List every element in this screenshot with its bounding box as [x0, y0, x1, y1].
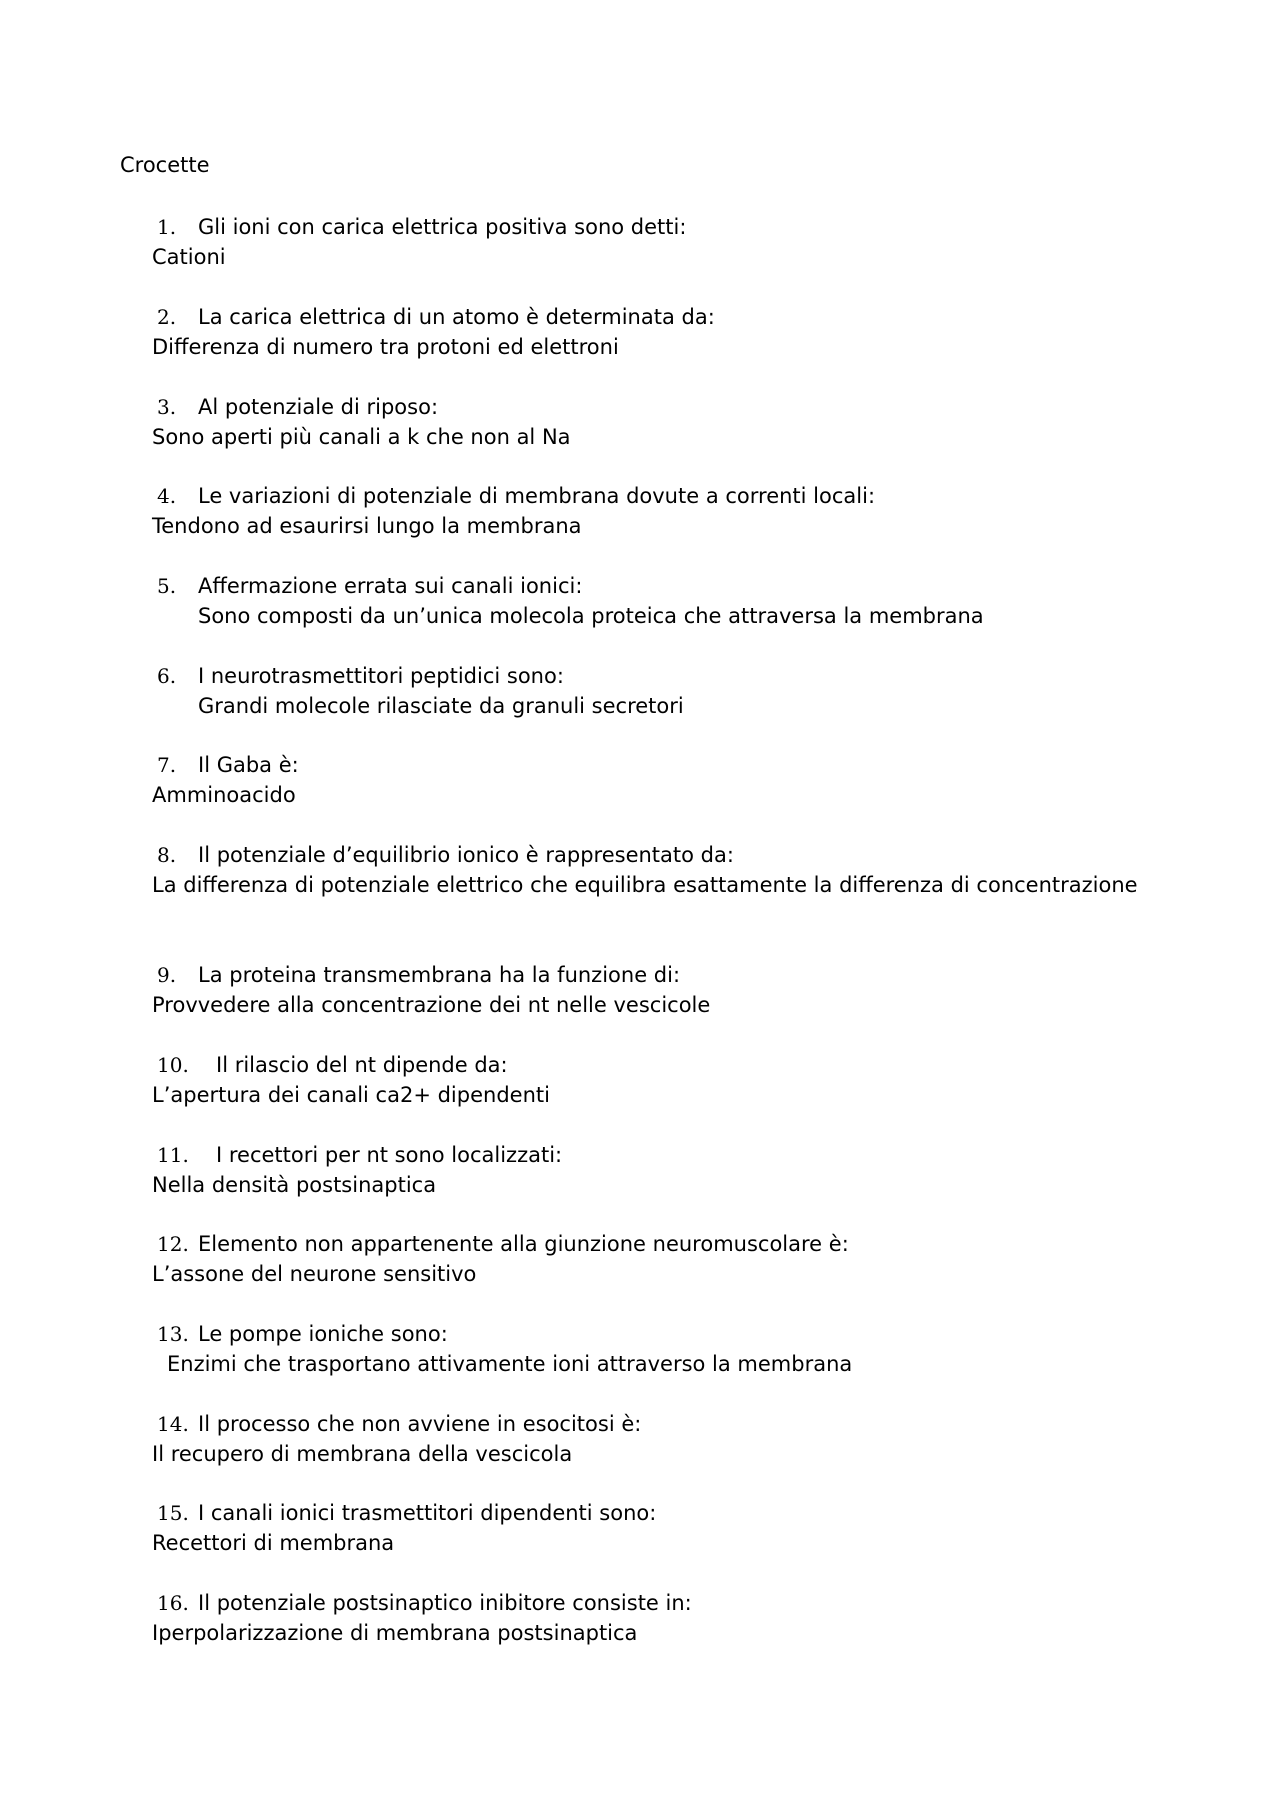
- question-number: 14.: [157, 1412, 189, 1436]
- answer-text: Nella densità postsinaptica: [152, 1173, 437, 1197]
- question-item-1: [120, 212, 1160, 272]
- answer-text: L’assone del neurone sensitivo: [152, 1262, 477, 1286]
- question-line: [120, 1050, 1160, 1080]
- answer-text: Provvedere alla concentrazione dei nt nelle vescicole: [152, 993, 711, 1017]
- question-item-10: [120, 1050, 1160, 1110]
- question-line: [120, 392, 1160, 422]
- answer-text: Amminoacido: [152, 783, 296, 807]
- question-item-12: [120, 1229, 1160, 1289]
- question-text: Elemento non appartenente alla giunzione neuromuscolare è:: [198, 1232, 849, 1256]
- question-number: 5.: [157, 574, 177, 598]
- question-number: 3.: [157, 395, 177, 419]
- question-item-14: [120, 1409, 1160, 1469]
- question-item-5: [120, 571, 1160, 631]
- question-item-13: [120, 1319, 1160, 1379]
- question-item-3: [120, 392, 1160, 452]
- question-number: 12.: [157, 1232, 189, 1256]
- question-item-4: [120, 481, 1160, 541]
- question-item-9: [120, 960, 1160, 1020]
- answer-text: Recettori di membrana: [152, 1531, 395, 1555]
- question-text: I neurotrasmettitori peptidici sono:: [198, 664, 564, 688]
- question-text: La proteina transmembrana ha la funzione di:: [198, 963, 681, 987]
- question-line: [120, 960, 1160, 990]
- question-item-11: [120, 1140, 1160, 1200]
- answer-text: Sono composti da un’unica molecola proteica che attraversa la membrana: [198, 604, 984, 628]
- question-number: 15.: [157, 1501, 189, 1525]
- question-text: Il potenziale d’equilibrio ionico è rappresentato da:: [198, 843, 734, 867]
- question-line: [120, 1229, 1160, 1259]
- question-text: Le pompe ioniche sono:: [198, 1322, 448, 1346]
- question-text: La carica elettrica di un atomo è determinata da:: [198, 305, 715, 329]
- question-item-16: [120, 1588, 1160, 1648]
- question-number: 1.: [157, 215, 177, 239]
- answer-text: L’apertura dei canali ca2+ dipendenti: [152, 1083, 550, 1107]
- question-line: [120, 1140, 1160, 1170]
- question-number: 7.: [157, 753, 177, 777]
- question-number: 8.: [157, 843, 177, 867]
- answer-text: Iperpolarizzazione di membrana postsinaptica: [152, 1621, 638, 1645]
- question-text: Le variazioni di potenziale di membrana dovute a correnti locali:: [198, 484, 876, 508]
- question-text: Il rilascio del nt dipende da:: [216, 1053, 508, 1077]
- question-text: Il potenziale postsinaptico inibitore consiste in:: [198, 1591, 692, 1615]
- question-number: 9.: [157, 963, 177, 987]
- question-text: Gli ioni con carica elettrica positiva sono detti:: [198, 215, 687, 239]
- question-item-2: [120, 302, 1160, 362]
- question-item-6: [120, 661, 1160, 721]
- answer-text: Cationi: [152, 245, 226, 269]
- question-line: [120, 571, 1160, 601]
- question-line: [120, 1319, 1160, 1349]
- question-item-8: [120, 840, 1160, 900]
- question-line: [120, 1409, 1160, 1439]
- question-line: [120, 840, 1160, 870]
- question-line: [120, 750, 1160, 780]
- question-number: 6.: [157, 664, 177, 688]
- question-number: 13.: [157, 1322, 189, 1346]
- answer-text: Enzimi che trasportano attivamente ioni attraverso la membrana: [167, 1352, 853, 1376]
- question-text: I canali ionici trasmettitori dipendenti sono:: [198, 1501, 657, 1525]
- answer-text: La differenza di potenziale elettrico che equilibra esattamente la differenza di concentrazione: [152, 873, 1138, 897]
- document-heading: Crocette: [120, 153, 210, 177]
- answer-text: Grandi molecole rilasciate da granuli secretori: [198, 694, 684, 718]
- question-text: Affermazione errata sui canali ionici:: [198, 574, 583, 598]
- question-line: [120, 661, 1160, 691]
- question-line: [120, 212, 1160, 242]
- question-line: [120, 481, 1160, 511]
- question-line: [120, 1588, 1160, 1618]
- answer-text: Il recupero di membrana della vescicola: [152, 1442, 573, 1466]
- answer-text: Tendono ad esaurirsi lungo la membrana: [152, 514, 582, 538]
- question-line: [120, 1498, 1160, 1528]
- question-number: 16.: [157, 1591, 189, 1615]
- question-number: 11.: [157, 1143, 189, 1167]
- question-text: Il processo che non avviene in esocitosi è:: [198, 1412, 642, 1436]
- answer-text: Differenza di numero tra protoni ed elettroni: [152, 335, 619, 359]
- answer-text: Sono aperti più canali a k che non al Na: [152, 425, 571, 449]
- question-text: Al potenziale di riposo:: [198, 395, 439, 419]
- question-text: Il Gaba è:: [198, 753, 299, 777]
- question-text: I recettori per nt sono localizzati:: [216, 1143, 563, 1167]
- question-item-7: [120, 750, 1160, 810]
- question-item-15: [120, 1498, 1160, 1558]
- question-number: 10.: [157, 1053, 189, 1077]
- question-number: 2.: [157, 305, 177, 329]
- question-number: 4.: [157, 484, 177, 508]
- question-line: [120, 302, 1160, 332]
